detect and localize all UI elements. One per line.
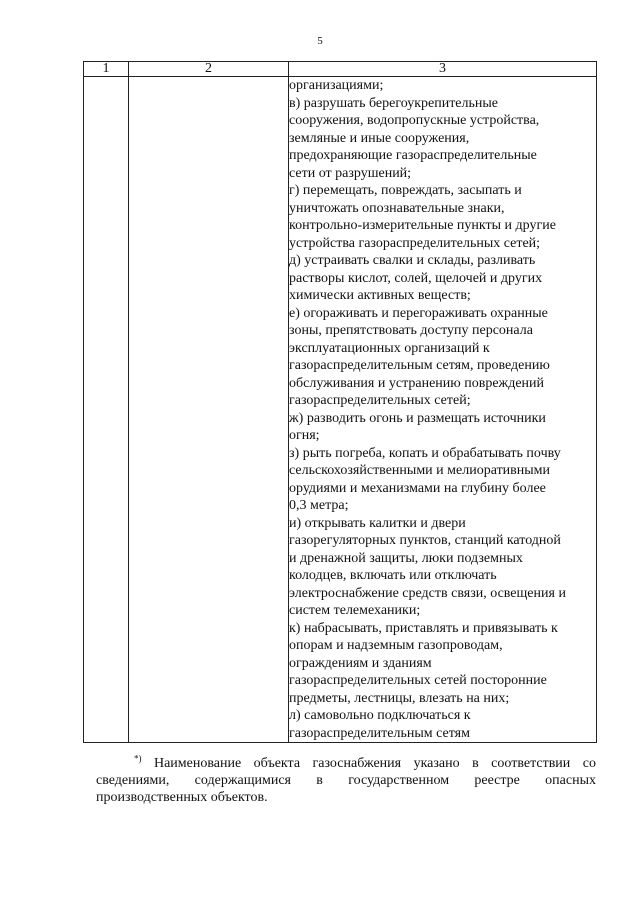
column-header-1: 1 bbox=[84, 62, 129, 77]
table-text-line: л) самовольно подключаться к bbox=[289, 708, 471, 723]
page-number: 5 bbox=[317, 35, 323, 47]
footnote bbox=[96, 755, 596, 806]
table-text-line: огня; bbox=[289, 428, 320, 443]
footnote-line-3: производственных объектов. bbox=[96, 790, 268, 805]
prohibitions-text bbox=[289, 77, 596, 742]
table-text-line: растворы кислот, солей, щелочей и других bbox=[289, 270, 543, 286]
table-text-line: д) устраивать свалки и склады, разливать bbox=[289, 253, 536, 268]
table-text-line: химически активных веществ; bbox=[289, 288, 471, 303]
table-text-line: колодцев, включать или отключать bbox=[289, 568, 497, 583]
table-text-line: к) набрасывать, приставлять и привязывать к bbox=[289, 620, 558, 636]
regulation-table bbox=[83, 61, 597, 743]
footnote-marker: *) bbox=[134, 753, 142, 764]
table-text-line: ж) разводить огонь и размещать источники bbox=[289, 410, 546, 426]
footnote-text-1: Наименование объекта газоснабжения указано в соответствии со bbox=[153, 756, 596, 771]
table-text-line: газорегуляторных пунктов, станций катодной bbox=[289, 533, 561, 548]
table-text-line: электроснабжение средств связи, освещения и bbox=[289, 585, 566, 601]
table-header-row bbox=[84, 62, 597, 77]
table-text-line: предметы, лестницы, влезать на них; bbox=[289, 690, 510, 706]
table-text-line: газораспределительным сетям bbox=[289, 725, 470, 741]
table-text-line: в) разрушать берегоукрепительные bbox=[289, 95, 499, 111]
table-text-line: орудиями и механизмами на глубину более bbox=[289, 480, 546, 496]
table-text-line: устройства газораспределительных сетей; bbox=[289, 235, 541, 251]
table-text-line: з) рыть погреба, копать и обрабатывать почву bbox=[289, 445, 561, 461]
table-text-line: предохраняющие газораспределительные bbox=[289, 148, 537, 163]
table-text-line: уничтожать опознавательные знаки, bbox=[289, 200, 505, 216]
table-text-line: г) перемещать, повреждать, засыпать и bbox=[289, 183, 522, 198]
column-header-3: 3 bbox=[289, 62, 597, 77]
table-text-line: ограждениям и зданиям bbox=[289, 655, 432, 671]
table-text-line: е) огораживать и перегораживать охранные bbox=[289, 305, 548, 321]
table-text-line: газораспределительных сетей посторонние bbox=[289, 673, 547, 688]
cell-column-1 bbox=[84, 77, 129, 743]
table-text-line: организациями; bbox=[289, 78, 384, 93]
table-text-line: эксплуатационных организаций к bbox=[289, 340, 490, 356]
table-text-line: контрольно-измерительные пункты и другие bbox=[289, 218, 556, 233]
cell-column-3 bbox=[289, 77, 597, 743]
cell-column-2 bbox=[129, 77, 289, 743]
table-text-line: 0,3 метра; bbox=[289, 498, 349, 513]
table-text-line: газораспределительных сетей; bbox=[289, 393, 471, 408]
footnote-line-1 bbox=[96, 755, 596, 772]
table-text-line: сети от разрушений; bbox=[289, 165, 412, 181]
table-text-line: опорам и надземным газопроводам, bbox=[289, 638, 503, 653]
table-text-line: сооружения, водопропускные устройства, bbox=[289, 113, 540, 128]
table-text-line: зоны, препятствовать доступу персонала bbox=[289, 323, 533, 338]
table-text-line: и) открывать калитки и двери bbox=[289, 515, 466, 531]
table-text-line: систем телемеханики; bbox=[289, 603, 421, 618]
column-header-2: 2 bbox=[129, 62, 289, 77]
table-text-line: земляные и иные сооружения, bbox=[289, 130, 470, 146]
table-text-line: обслуживания и устранению повреждений bbox=[289, 375, 545, 391]
footnote-line-2: сведениями, содержащимися в государственном реестре опасных bbox=[96, 773, 596, 788]
table-text-line: и дренажной защиты, люки подземных bbox=[289, 550, 523, 566]
table-row bbox=[84, 77, 597, 743]
table-text-line: газораспределительным сетям, проведению bbox=[289, 358, 550, 373]
table-text-line: сельскохозяйственными и мелиоративными bbox=[289, 463, 551, 478]
